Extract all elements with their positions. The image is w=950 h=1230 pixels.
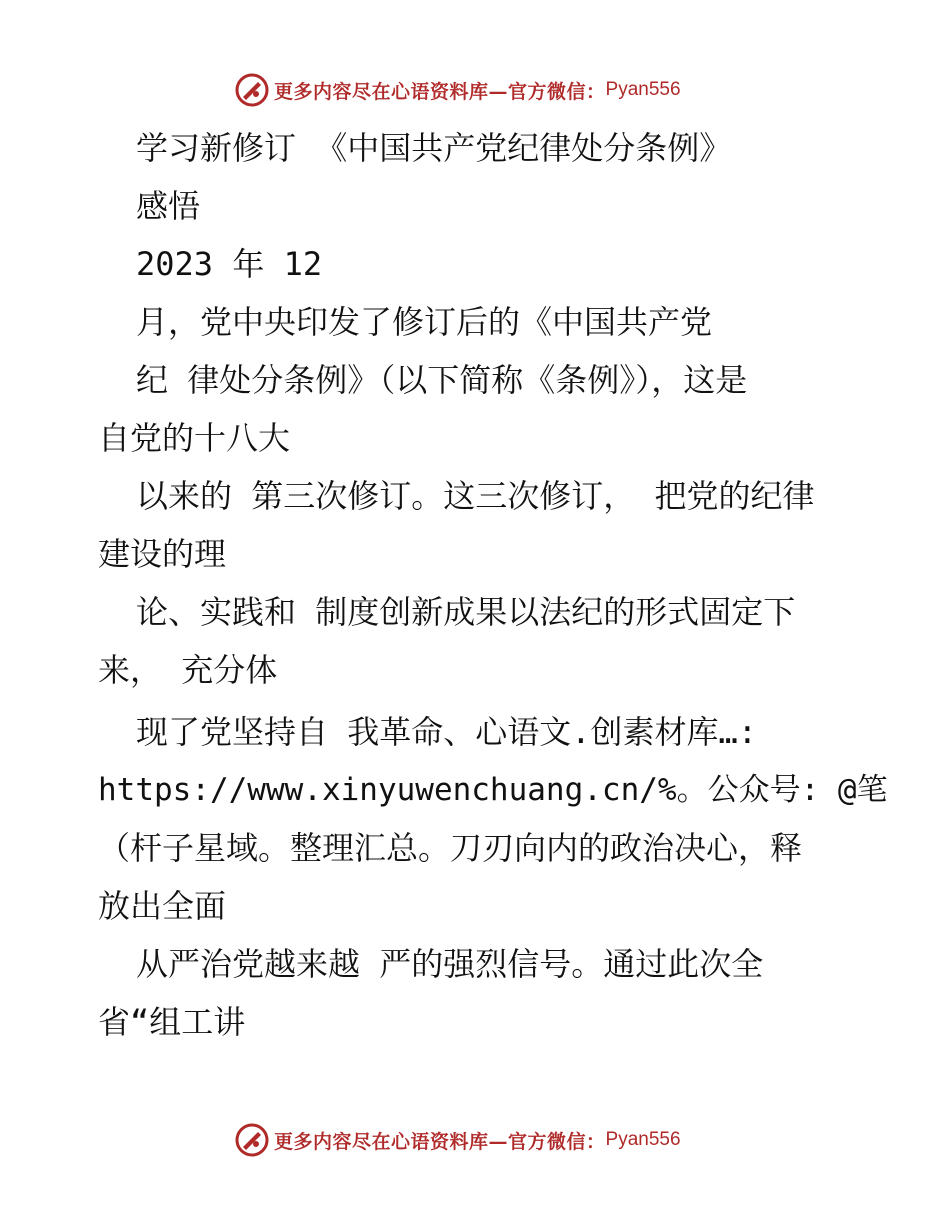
text-line: 以来的 第三次修订。这三次修订， 把党的纪律 — [136, 477, 815, 515]
text-line: 纪 律处分条例》（以下简称《条例》），这是 — [136, 361, 748, 399]
text-line: 从严治党越来越 严的强烈信号。通过此次全 — [136, 945, 764, 983]
text-line: 2023 年 12 — [136, 245, 323, 283]
text-line: 现了党坚持自 我革命、心语文.创素材库…: — [136, 713, 758, 751]
banner-separator: —官方微信： — [488, 1130, 606, 1153]
text-line: 建设的理 — [98, 535, 227, 573]
banner-slogan: 更多内容尽在心语资料库 — [274, 1130, 489, 1153]
banner-wechat-id: Pyan556 — [605, 1129, 681, 1150]
text-line: 论、实践和 制度创新成果以法纪的形式固定下 — [136, 593, 796, 631]
text-line: 月，党中央印发了修订后的《中国共产党 — [136, 303, 713, 341]
text-line: 自党的十八大 — [98, 419, 291, 457]
brand-logo-icon — [234, 1122, 270, 1158]
banner-separator: —官方微信： — [488, 80, 606, 103]
text-line: （杆子星域。整理汇总。刀刃向内的政治决心，释 — [98, 829, 803, 867]
text-line-url: https://www.xinyuwenchuang.cn/%。公众号: @笔 — [98, 772, 888, 808]
banner-wechat-id: Pyan556 — [605, 79, 681, 100]
text-line: 省“组工讲 — [98, 1003, 246, 1041]
text-line: 来， 充分体 — [98, 651, 278, 689]
banner-slogan: 更多内容尽在心语资料库 — [274, 80, 489, 103]
document-title: 学习新修订 《中国共产党纪律处分条例》 — [136, 129, 732, 167]
footer-watermark-banner — [234, 1122, 681, 1158]
text-line: 放出全面 — [98, 887, 227, 925]
document-title-continued: 感悟 — [136, 187, 201, 225]
